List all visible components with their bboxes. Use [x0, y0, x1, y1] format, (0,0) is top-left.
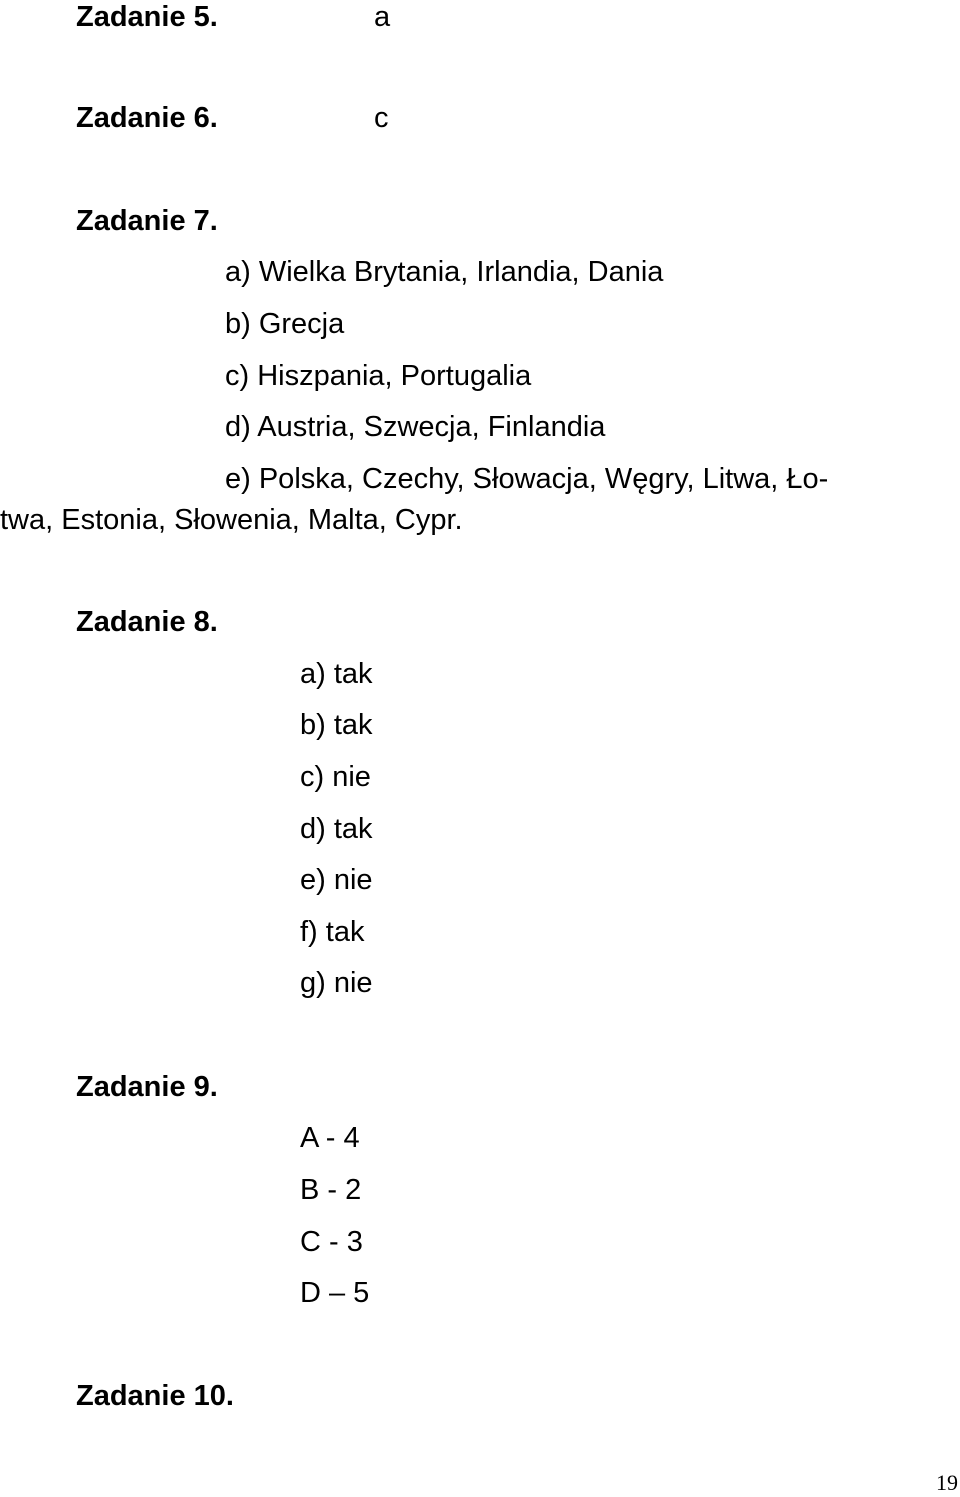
- task-7-item-d: d) Austria, Szwecja, Finlandia: [225, 411, 606, 443]
- task-10-heading: Zadanie 10.: [76, 1380, 234, 1412]
- task-9-item-c: C - 3: [300, 1226, 363, 1258]
- task-7-item-a: a) Wielka Brytania, Irlandia, Dania: [225, 256, 664, 288]
- task-7-item-b: b) Grecja: [225, 308, 345, 340]
- task-8-item-f: f) tak: [300, 916, 365, 948]
- task-7-heading: Zadanie 7.: [76, 205, 218, 237]
- task-8-item-b: b) tak: [300, 709, 373, 741]
- task-7-item-e-continuation: twa, Estonia, Słowenia, Malta, Cypr.: [0, 504, 463, 536]
- task-8-item-g: g) nie: [300, 967, 373, 999]
- page-number: 19: [936, 1470, 958, 1495]
- task-8-item-d: d) tak: [300, 813, 373, 845]
- task-7-item-c: c) Hiszpania, Portugalia: [225, 360, 532, 392]
- task-7-item-e: e) Polska, Czechy, Słowacja, Węgry, Litwa, Ło-: [225, 463, 829, 495]
- task-8-heading: Zadanie 8.: [76, 606, 218, 638]
- task-9-item-a: A - 4: [300, 1122, 360, 1154]
- task-8-item-a: a) tak: [300, 658, 373, 690]
- task-8-item-e: e) nie: [300, 864, 373, 896]
- task-9-item-b: B - 2: [300, 1174, 362, 1206]
- task-9-item-d: D – 5: [300, 1277, 370, 1309]
- task-5-heading: Zadanie 5.: [76, 1, 218, 33]
- task-6-heading: Zadanie 6.: [76, 102, 218, 134]
- task-5-answer: a: [374, 1, 391, 33]
- task-9-heading: Zadanie 9.: [76, 1071, 218, 1103]
- task-6-answer: c: [374, 102, 389, 134]
- task-8-item-c: c) nie: [300, 761, 371, 793]
